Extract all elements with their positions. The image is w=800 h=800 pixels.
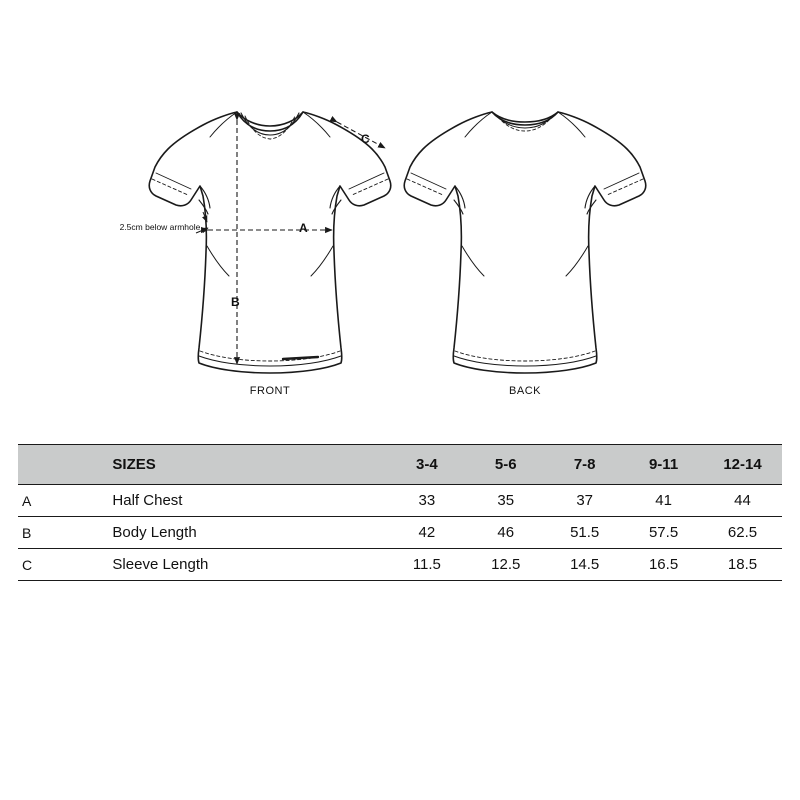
row-name: Sleeve Length xyxy=(104,549,387,581)
row-code: B xyxy=(18,517,104,549)
table-row xyxy=(18,485,782,517)
size-table xyxy=(18,444,782,581)
dimension-label-a: A xyxy=(299,221,308,235)
row-value: 62.5 xyxy=(703,517,782,549)
row-value: 12.5 xyxy=(466,549,545,581)
row-name: Half Chest xyxy=(104,485,387,517)
row-value: 16.5 xyxy=(624,549,703,581)
table-header-row xyxy=(18,445,782,485)
header-sizes: SIZES xyxy=(104,445,387,485)
row-value: 37 xyxy=(545,485,624,517)
row-value: 18.5 xyxy=(703,549,782,581)
row-code: A xyxy=(18,485,104,517)
row-value: 33 xyxy=(387,485,466,517)
dimension-label-b: B xyxy=(231,295,240,309)
row-value: 42 xyxy=(387,517,466,549)
header-size-5-6: 5-6 xyxy=(466,445,545,485)
armhole-annotation: 2.5cm below armhole xyxy=(119,222,201,232)
row-value: 41 xyxy=(624,485,703,517)
row-value: 51.5 xyxy=(545,517,624,549)
row-value: 14.5 xyxy=(545,549,624,581)
table-row xyxy=(18,549,782,581)
header-size-12-14: 12-14 xyxy=(703,445,782,485)
front-shirt-illustration xyxy=(149,112,391,373)
back-shirt-illustration xyxy=(404,112,646,373)
header-size-9-11: 9-11 xyxy=(624,445,703,485)
header-size-7-8: 7-8 xyxy=(545,445,624,485)
row-value: 35 xyxy=(466,485,545,517)
table-row xyxy=(18,517,782,549)
dimension-label-c: C xyxy=(361,132,370,146)
row-value: 46 xyxy=(466,517,545,549)
front-view-caption: FRONT xyxy=(249,385,291,397)
row-value: 44 xyxy=(703,485,782,517)
row-value: 11.5 xyxy=(387,549,466,581)
header-size-3-4: 3-4 xyxy=(387,445,466,485)
row-name: Body Length xyxy=(104,517,387,549)
header-code xyxy=(18,445,104,485)
back-view-caption: BACK xyxy=(509,385,541,397)
row-value: 57.5 xyxy=(624,517,703,549)
row-code: C xyxy=(18,549,104,581)
